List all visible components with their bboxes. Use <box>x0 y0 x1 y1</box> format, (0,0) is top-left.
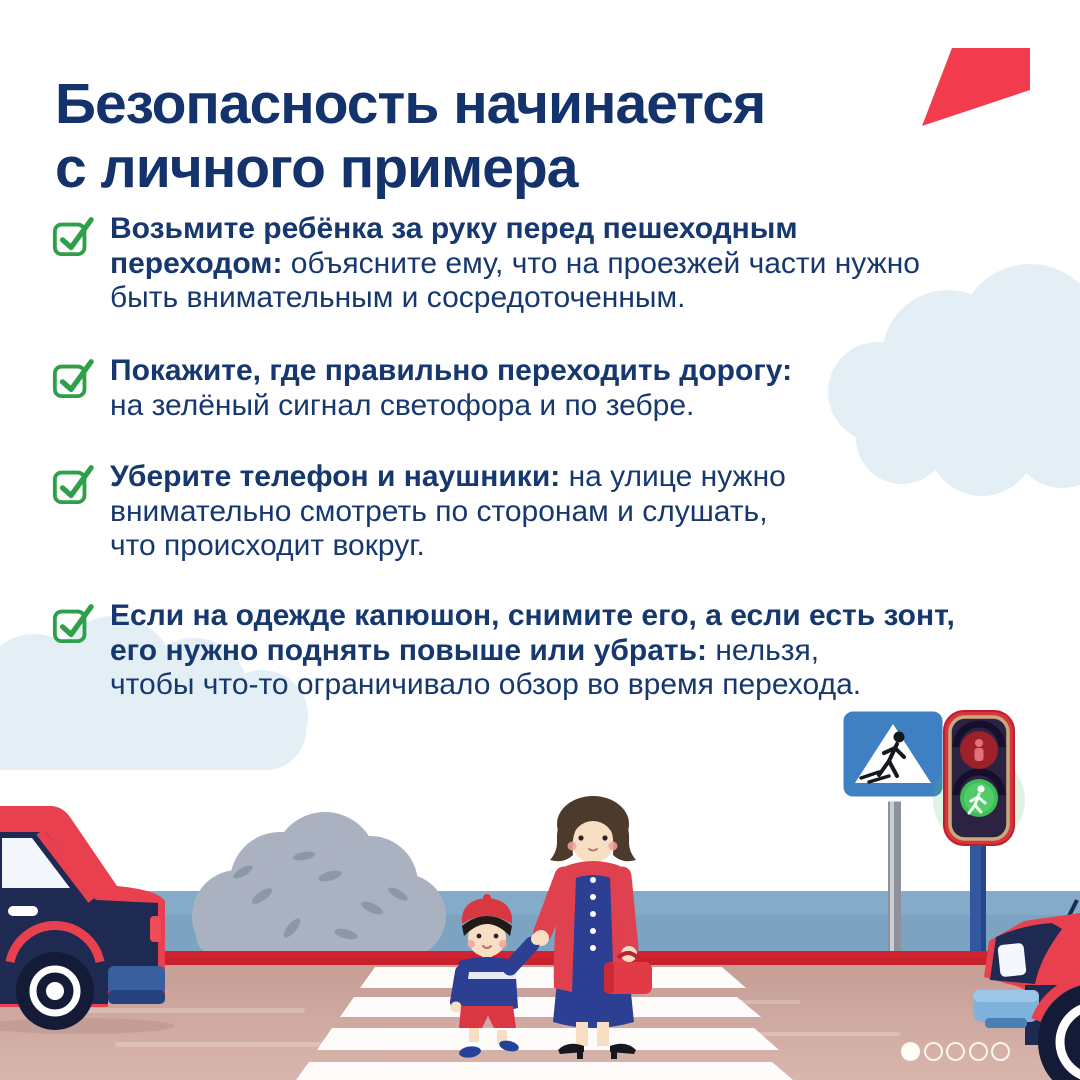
checkbox-checked-icon <box>52 214 94 258</box>
checklist-item-text: Возьмите ребёнка за руку перед пешеходным переходом: объясните ему, что на проезжей части нужно быть внимательным и сосредоточенным. <box>110 212 920 314</box>
wheel <box>16 952 94 1030</box>
checklist-item-text: Покажите, где правильно переходить дорогу: на зелёный сигнал светофора и по зебре. <box>110 354 793 422</box>
pagination-dot[interactable] <box>969 1042 988 1061</box>
door-handle <box>8 906 38 916</box>
checkbox-checked-icon <box>52 601 94 645</box>
sign-pole <box>888 782 901 954</box>
checklist-item-text: Уберите телефон и наушники: на улице нужно внимательно смотреть по сторонам и слушать, что происходит вокруг. <box>110 460 786 562</box>
car-window <box>997 943 1026 978</box>
checklist-item <box>52 599 955 703</box>
checklist-item-text: Если на одежде капюшон, снимите его, а если есть зонт, его нужно поднять повыше или убрать: нельзя, чтобы что-то ограничивало обзор во время перехода. <box>110 599 955 701</box>
pagination-dot[interactable] <box>924 1042 943 1061</box>
left-car <box>0 806 175 1034</box>
checkbox-checked-icon <box>52 356 94 400</box>
carousel-pagination <box>901 1042 1010 1061</box>
rear-bumper <box>108 966 165 994</box>
checkbox-checked-icon <box>52 462 94 506</box>
checklist-item <box>52 460 786 564</box>
checklist-item <box>52 354 792 423</box>
checklist-item <box>52 212 920 316</box>
brake-light <box>150 916 161 942</box>
pagination-dot[interactable] <box>946 1042 965 1061</box>
title-line-2: с личного примера <box>55 136 578 201</box>
traffic-light-pole <box>970 840 986 965</box>
green-walk-signal <box>960 779 998 817</box>
title-line-1: Безопасность начинается <box>55 72 766 137</box>
pagination-dot-active[interactable] <box>901 1042 920 1061</box>
pagination-dot[interactable] <box>991 1042 1010 1061</box>
